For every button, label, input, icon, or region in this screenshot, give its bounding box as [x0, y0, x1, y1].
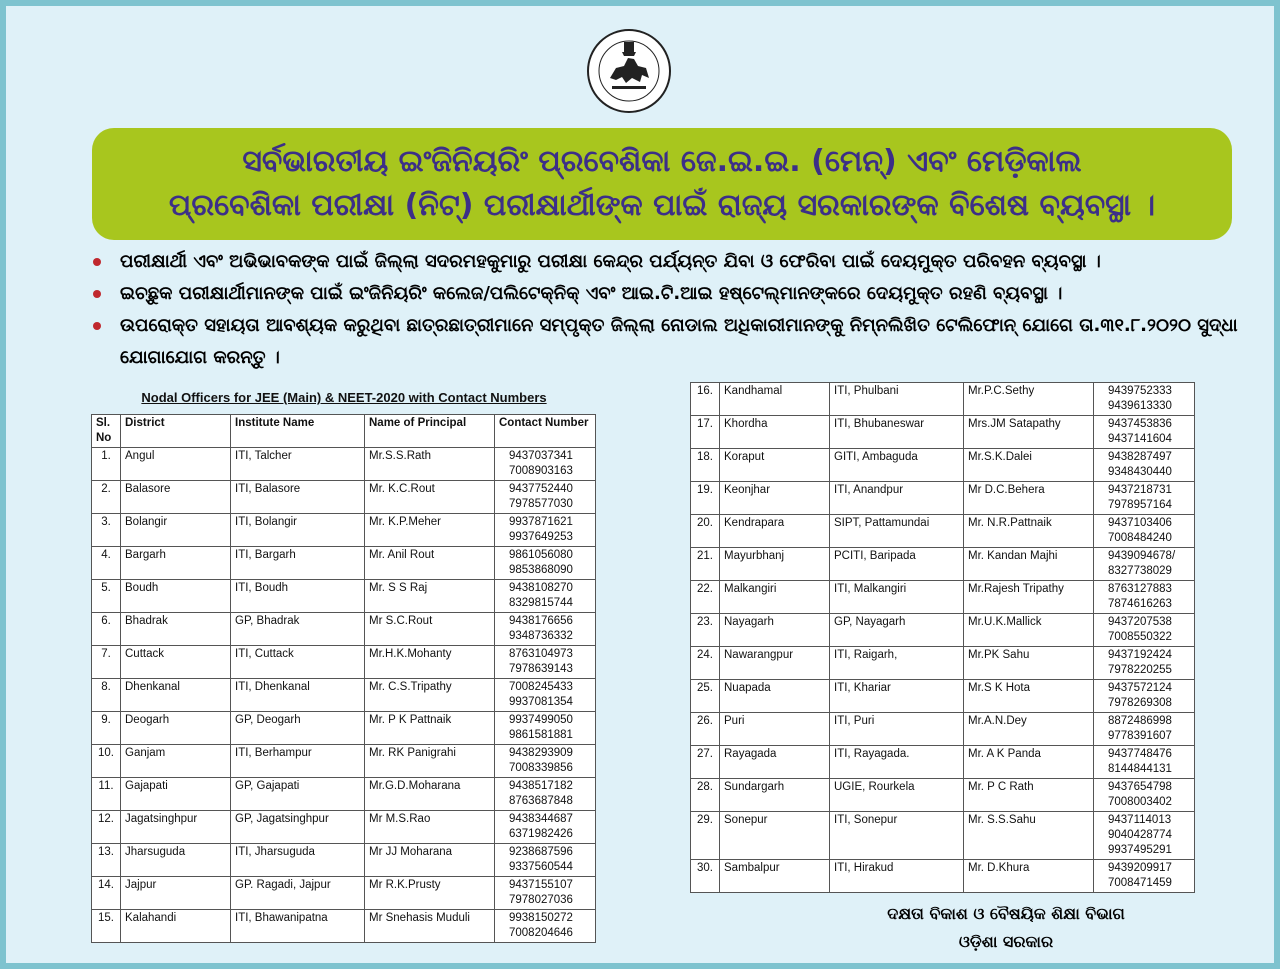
cell-contact — [495, 877, 596, 910]
cell-sl-no: 10. — [92, 745, 121, 778]
cell-district: Nawarangpur — [720, 647, 830, 680]
table-row — [92, 844, 596, 877]
contact-number: 7978220255 — [1108, 664, 1172, 676]
cell-contact — [1094, 647, 1195, 680]
cell-contact — [1094, 860, 1195, 893]
cell-principal: Mr.P.C.Sethy — [964, 383, 1094, 416]
cell-district: Khordha — [720, 416, 830, 449]
contact-number: 9938150272 — [509, 912, 573, 924]
cell-principal: Mr S.C.Rout — [365, 613, 495, 646]
cell-contact — [495, 514, 596, 547]
cell-sl-no: 4. — [92, 547, 121, 580]
contact-number: 7008339856 — [509, 762, 573, 774]
cell-sl-no: 6. — [92, 613, 121, 646]
contact-number: 9937649253 — [509, 531, 573, 543]
cell-sl-no: 14. — [92, 877, 121, 910]
contact-number: 9437752440 — [509, 483, 573, 495]
cell-district: Bolangir — [121, 514, 231, 547]
contact-number: 7008903163 — [509, 465, 573, 477]
table-row — [691, 482, 1195, 515]
bullet-item-hostel: ଇଚ୍ଛୁକ ପରୀକ୍ଷାର୍ଥୀମାନଙ୍କ ପାଇଁ ଇଂଜିନିୟରିଂ କଲେଜ/ପଲିଟେକ୍ନିକ୍ ଏବଂ ଆଇ.ଟି.ଆଇ ହଷ୍ଟେଲ୍‌ମାନଙ୍କରେ ଦେୟମୁକ୍ତ ରହଣି ବ୍ୟବସ୍ଥା । — [90, 278, 1240, 310]
cell-district: Kandhamal — [720, 383, 830, 416]
table-row — [691, 746, 1195, 779]
contact-number: 7008204646 — [509, 927, 573, 939]
cell-sl-no: 15. — [92, 910, 121, 943]
contact-number: 7008245433 — [509, 681, 573, 693]
contact-number: 7008550322 — [1108, 631, 1172, 643]
cell-sl-no: 3. — [92, 514, 121, 547]
cell-sl-no: 29. — [691, 812, 720, 860]
cell-contact — [1094, 713, 1195, 746]
contact-number: 9337560544 — [509, 861, 573, 873]
contact-number: 9437141604 — [1108, 433, 1172, 445]
contact-number: 7978639143 — [509, 663, 573, 675]
cell-principal: Mr. P C Rath — [964, 779, 1094, 812]
cell-sl-no: 28. — [691, 779, 720, 812]
cell-principal: Mr.S K Hota — [964, 680, 1094, 713]
table-row — [92, 778, 596, 811]
cell-institute: SIPT, Pattamundai — [830, 515, 964, 548]
cell-institute: ITI, Bhubaneswar — [830, 416, 964, 449]
cell-principal: Mr. P K Pattnaik — [365, 712, 495, 745]
cell-sl-no: 22. — [691, 581, 720, 614]
contact-number: 9437748476 — [1108, 748, 1172, 760]
contact-number: 9438176656 — [509, 615, 573, 627]
cell-district: Ganjam — [121, 745, 231, 778]
cell-sl-no: 18. — [691, 449, 720, 482]
cell-district: Jagatsinghpur — [121, 811, 231, 844]
cell-district: Bargarh — [121, 547, 231, 580]
cell-sl-no: 24. — [691, 647, 720, 680]
contact-number: 9437103406 — [1108, 517, 1172, 529]
contact-number: 9238687596 — [509, 846, 573, 858]
cell-contact — [495, 547, 596, 580]
table-row — [691, 713, 1195, 746]
cell-institute: ITI, Bhawanipatna — [231, 910, 365, 943]
contact-number: 9937871621 — [509, 516, 573, 528]
table-row — [92, 514, 596, 547]
cell-district: Malkangiri — [720, 581, 830, 614]
cell-institute: GITI, Ambaguda — [830, 449, 964, 482]
contact-number: 9439752333 — [1108, 385, 1172, 397]
contact-number: 7978269308 — [1108, 697, 1172, 709]
cell-institute: ITI, Bolangir — [231, 514, 365, 547]
cell-contact — [495, 745, 596, 778]
cell-district: Gajapati — [121, 778, 231, 811]
cell-institute: GP, Nayagarh — [830, 614, 964, 647]
cell-institute: ITI, Raigarh, — [830, 647, 964, 680]
contact-number: 8872486998 — [1108, 715, 1172, 727]
cell-sl-no: 19. — [691, 482, 720, 515]
contact-number: 8763687848 — [509, 795, 573, 807]
bullet-item-contact: ଉପରୋକ୍ତ ସହାୟତା ଆବଶ୍ୟକ କରୁଥିବା ଛାତ୍ରଛାତ୍ରୀମାନେ ସମ୍ପୃକ୍ତ ଜିଲ୍ଲା ନୋଡାଲ ଅଧିକାରୀମାନଙ୍କୁ ନିମ୍ନଲିଖିତ ଟେଲିଫୋନ୍ ଯୋଗେ ତା.୩୧.୮.୨୦୨୦ ସୁଦ୍ଧା ଯୋଗାଯୋଗ କରନ୍ତୁ । — [90, 310, 1240, 374]
cell-contact — [1094, 746, 1195, 779]
cell-district: Puri — [720, 713, 830, 746]
cell-institute: ITI, Anandpur — [830, 482, 964, 515]
cell-district: Nayagarh — [720, 614, 830, 647]
contact-number: 8329815744 — [509, 597, 573, 609]
cell-district: Sundargarh — [720, 779, 830, 812]
contact-number: 9439209917 — [1108, 862, 1172, 874]
cell-institute: ITI, Boudh — [231, 580, 365, 613]
cell-sl-no: 12. — [92, 811, 121, 844]
contact-number: 9437453836 — [1108, 418, 1172, 430]
cell-sl-no: 1. — [92, 448, 121, 481]
cell-sl-no: 30. — [691, 860, 720, 893]
table-row — [92, 646, 596, 679]
cell-institute: ITI, Phulbani — [830, 383, 964, 416]
cell-principal: Mr M.S.Rao — [365, 811, 495, 844]
table-row — [92, 712, 596, 745]
government-name: ଓଡ଼ିଶା ସରକାର — [958, 932, 1054, 951]
contact-number: 9853868090 — [509, 564, 573, 576]
contact-number: 9438517182 — [509, 780, 573, 792]
headline-banner — [92, 128, 1232, 240]
cell-principal: Mr. S.S.Sahu — [964, 812, 1094, 860]
nodal-officers-table-right — [690, 382, 1195, 893]
cell-institute: ITI, Puri — [830, 713, 964, 746]
table-row — [691, 515, 1195, 548]
cell-district: Sambalpur — [720, 860, 830, 893]
cell-district: Keonjhar — [720, 482, 830, 515]
cell-contact — [495, 613, 596, 646]
cell-district: Sonepur — [720, 812, 830, 860]
cell-institute: GP, Jagatsinghpur — [231, 811, 365, 844]
contact-number: 9348430440 — [1108, 466, 1172, 478]
contact-number: 9778391607 — [1108, 730, 1172, 742]
cell-contact — [1094, 548, 1195, 581]
cell-institute: ITI, Balasore — [231, 481, 365, 514]
table-row — [92, 580, 596, 613]
cell-institute: UGIE, Rourkela — [830, 779, 964, 812]
cell-sl-no: 26. — [691, 713, 720, 746]
cell-principal: Mr.A.N.Dey — [964, 713, 1094, 746]
cell-contact — [495, 646, 596, 679]
cell-principal: Mr. D.Khura — [964, 860, 1094, 893]
headline-line-1: ସର୍ବଭାରତୀୟ ଇଂଜିନିୟରିଂ ପ୍ରବେଶିକା ଜେ.ଇ.ଇ. (ମେନ୍) ଏବଂ ମେଡ଼ିକାଲ — [242, 144, 1082, 179]
contact-number: 7978957164 — [1108, 499, 1172, 511]
cell-institute: ITI, Sonepur — [830, 812, 964, 860]
cell-sl-no: 8. — [92, 679, 121, 712]
cell-principal: Mr.PK Sahu — [964, 647, 1094, 680]
cell-contact — [1094, 482, 1195, 515]
cell-sl-no: 11. — [92, 778, 121, 811]
cell-institute: ITI, Rayagada. — [830, 746, 964, 779]
cell-institute: ITI, Khariar — [830, 680, 964, 713]
contact-number: 7874616263 — [1108, 598, 1172, 610]
cell-principal: Mr JJ Moharana — [365, 844, 495, 877]
department-name: ଦକ୍ଷତା ବିକାଶ ଓ ବୈଷୟିକ ଶିକ୍ଷା ବିଭାଗ — [887, 904, 1125, 923]
cell-institute: ITI, Berhampur — [231, 745, 365, 778]
contact-number: 9438344687 — [509, 813, 573, 825]
table-row — [92, 811, 596, 844]
table-header-row — [92, 415, 596, 448]
header-contact: Contact Number — [495, 415, 596, 448]
cell-sl-no: 20. — [691, 515, 720, 548]
cell-principal: Mr. RK Panigrahi — [365, 745, 495, 778]
cell-principal: Mr.U.K.Mallick — [964, 614, 1094, 647]
contact-number: 9937499050 — [509, 714, 573, 726]
cell-principal: Mr. C.S.Tripathy — [365, 679, 495, 712]
cell-district: Kendrapara — [720, 515, 830, 548]
cell-institute: ITI, Bargarh — [231, 547, 365, 580]
contact-number: 9437207538 — [1108, 616, 1172, 628]
contact-number: 9861056080 — [509, 549, 573, 561]
table-row — [92, 910, 596, 943]
cell-district: Nuapada — [720, 680, 830, 713]
cell-sl-no: 21. — [691, 548, 720, 581]
contact-number: 9438287497 — [1108, 451, 1172, 463]
cell-principal: Mr.G.D.Moharana — [365, 778, 495, 811]
contact-number: 9437654798 — [1108, 781, 1172, 793]
table-row — [92, 547, 596, 580]
table-row — [691, 647, 1195, 680]
cell-contact — [1094, 581, 1195, 614]
table-row — [691, 680, 1195, 713]
cell-sl-no: 9. — [92, 712, 121, 745]
cell-principal: Mr. A K Panda — [964, 746, 1094, 779]
cell-institute: ITI, Cuttack — [231, 646, 365, 679]
bullet-list — [90, 246, 1240, 374]
contact-number: 9438108270 — [509, 582, 573, 594]
nodal-officers-table-left — [91, 414, 596, 943]
cell-principal: Mr.S.K.Dalei — [964, 449, 1094, 482]
odisha-emblem-icon — [586, 28, 672, 114]
cell-district: Bhadrak — [121, 613, 231, 646]
cell-contact — [495, 811, 596, 844]
cell-principal: Mr R.K.Prusty — [365, 877, 495, 910]
cell-principal: Mr.S.S.Rath — [365, 448, 495, 481]
cell-contact — [1094, 515, 1195, 548]
cell-principal: Mr. K.C.Rout — [365, 481, 495, 514]
contact-number: 9040428774 — [1108, 829, 1172, 841]
table-row — [691, 383, 1195, 416]
cell-sl-no: 7. — [92, 646, 121, 679]
cell-principal: Mr.H.K.Mohanty — [365, 646, 495, 679]
contact-number: 7008471459 — [1108, 877, 1172, 889]
cell-district: Angul — [121, 448, 231, 481]
cell-sl-no: 5. — [92, 580, 121, 613]
contact-number: 9937495291 — [1108, 844, 1172, 856]
cell-contact — [1094, 614, 1195, 647]
cell-contact — [1094, 812, 1195, 860]
contact-number: 6371982426 — [509, 828, 573, 840]
table-row — [691, 581, 1195, 614]
contact-number: 9437218731 — [1108, 484, 1172, 496]
cell-institute: ITI, Talcher — [231, 448, 365, 481]
headline-line-2: ପ୍ରବେଶିକା ପରୀକ୍ଷା (ନିଟ୍) ପରୀକ୍ଷାର୍ଥୀଙ୍କ ପାଇଁ ରାଜ୍ୟ ସରକାରଙ୍କ ବିଶେଷ ବ୍ୟବସ୍ଥା । — [168, 188, 1156, 223]
contact-number: 7008484240 — [1108, 532, 1172, 544]
table-row — [691, 416, 1195, 449]
cell-sl-no: 25. — [691, 680, 720, 713]
contact-number: 9439094678/ — [1108, 550, 1176, 562]
cell-institute: ITI, Dhenkanal — [231, 679, 365, 712]
table-row — [691, 860, 1195, 893]
header-sl-no: Sl. No — [92, 415, 121, 448]
contact-number: 8763127883 — [1108, 583, 1172, 595]
cell-district: Dhenkanal — [121, 679, 231, 712]
cell-institute: GP, Gajapati — [231, 778, 365, 811]
cell-contact — [1094, 416, 1195, 449]
cell-district: Rayagada — [720, 746, 830, 779]
contact-number: 9861581881 — [509, 729, 573, 741]
cell-district: Jajpur — [121, 877, 231, 910]
table-row — [92, 481, 596, 514]
table-title: Nodal Officers for JEE (Main) & NEET-2020 with Contact Numbers — [141, 390, 547, 405]
table-row — [691, 548, 1195, 581]
contact-number: 9438293909 — [509, 747, 573, 759]
table-row — [92, 679, 596, 712]
cell-principal: Mr Snehasis Muduli — [365, 910, 495, 943]
notice-page — [6, 6, 1274, 963]
cell-district: Cuttack — [121, 646, 231, 679]
cell-district: Boudh — [121, 580, 231, 613]
contact-number: 9439613330 — [1108, 400, 1172, 412]
cell-sl-no: 17. — [691, 416, 720, 449]
cell-contact — [1094, 779, 1195, 812]
contact-number: 7978027036 — [509, 894, 573, 906]
cell-sl-no: 2. — [92, 481, 121, 514]
cell-district: Koraput — [720, 449, 830, 482]
cell-principal: Mr. S S Raj — [365, 580, 495, 613]
table-row — [92, 745, 596, 778]
cell-principal: Mr. N.R.Pattnaik — [964, 515, 1094, 548]
cell-sl-no: 23. — [691, 614, 720, 647]
table-row — [691, 449, 1195, 482]
contact-number: 9437192424 — [1108, 649, 1172, 661]
table-row — [92, 448, 596, 481]
contact-number: 9437155107 — [509, 879, 573, 891]
cell-contact — [1094, 680, 1195, 713]
header-district: District — [121, 415, 231, 448]
cell-contact — [1094, 383, 1195, 416]
contact-number: 8327738029 — [1108, 565, 1172, 577]
table-row — [691, 812, 1195, 860]
cell-contact — [495, 448, 596, 481]
cell-contact — [495, 910, 596, 943]
header-institute: Institute Name — [231, 415, 365, 448]
table-row — [691, 779, 1195, 812]
cell-institute: ITI, Hirakud — [830, 860, 964, 893]
contact-number: 9437572124 — [1108, 682, 1172, 694]
cell-contact — [495, 580, 596, 613]
contact-number: 9437037341 — [509, 450, 573, 462]
contact-number: 9348736332 — [509, 630, 573, 642]
cell-sl-no: 27. — [691, 746, 720, 779]
cell-institute: ITI, Malkangiri — [830, 581, 964, 614]
cell-district: Kalahandi — [121, 910, 231, 943]
cell-contact — [495, 481, 596, 514]
header-principal: Name of Principal — [365, 415, 495, 448]
department-signature — [846, 900, 1166, 956]
table-row — [691, 614, 1195, 647]
cell-contact — [495, 844, 596, 877]
cell-principal: Mr.Rajesh Tripathy — [964, 581, 1094, 614]
cell-principal: Mrs.JM Satapathy — [964, 416, 1094, 449]
cell-principal: Mr. K.P.Meher — [365, 514, 495, 547]
cell-contact — [1094, 449, 1195, 482]
contact-number: 7008003402 — [1108, 796, 1172, 808]
cell-principal: Mr. Kandan Majhi — [964, 548, 1094, 581]
contact-number: 8144844131 — [1108, 763, 1172, 775]
cell-sl-no: 16. — [691, 383, 720, 416]
cell-district: Jharsuguda — [121, 844, 231, 877]
contact-number: 9437114013 — [1108, 814, 1172, 826]
cell-institute: ITI, Jharsuguda — [231, 844, 365, 877]
cell-contact — [495, 778, 596, 811]
cell-institute: GP. Ragadi, Jajpur — [231, 877, 365, 910]
table-row — [92, 613, 596, 646]
cell-institute: GP, Bhadrak — [231, 613, 365, 646]
cell-principal: Mr D.C.Behera — [964, 482, 1094, 515]
table-row — [92, 877, 596, 910]
cell-district: Deogarh — [121, 712, 231, 745]
contact-number: 8763104973 — [509, 648, 573, 660]
contact-number: 9937081354 — [509, 696, 573, 708]
cell-institute: PCITI, Baripada — [830, 548, 964, 581]
cell-sl-no: 13. — [92, 844, 121, 877]
cell-institute: GP, Deogarh — [231, 712, 365, 745]
cell-district: Mayurbhanj — [720, 548, 830, 581]
cell-principal: Mr. Anil Rout — [365, 547, 495, 580]
bullet-item-transport: ପରୀକ୍ଷାର୍ଥୀ ଏବଂ ଅଭିଭାବକଙ୍କ ପାଇଁ ଜିଲ୍ଲା ସଦରମହକୁମାରୁ ପରୀକ୍ଷା କେନ୍ଦ୍ର ପର୍ଯ୍ୟନ୍ତ ଯିବା ଓ ଫେରିବା ପାଇଁ ଦେୟମୁକ୍ତ ପରିବହନ ବ୍ୟବସ୍ଥା । — [90, 246, 1240, 278]
contact-number: 7978577030 — [509, 498, 573, 510]
cell-contact — [495, 679, 596, 712]
cell-district: Balasore — [121, 481, 231, 514]
cell-contact — [495, 712, 596, 745]
